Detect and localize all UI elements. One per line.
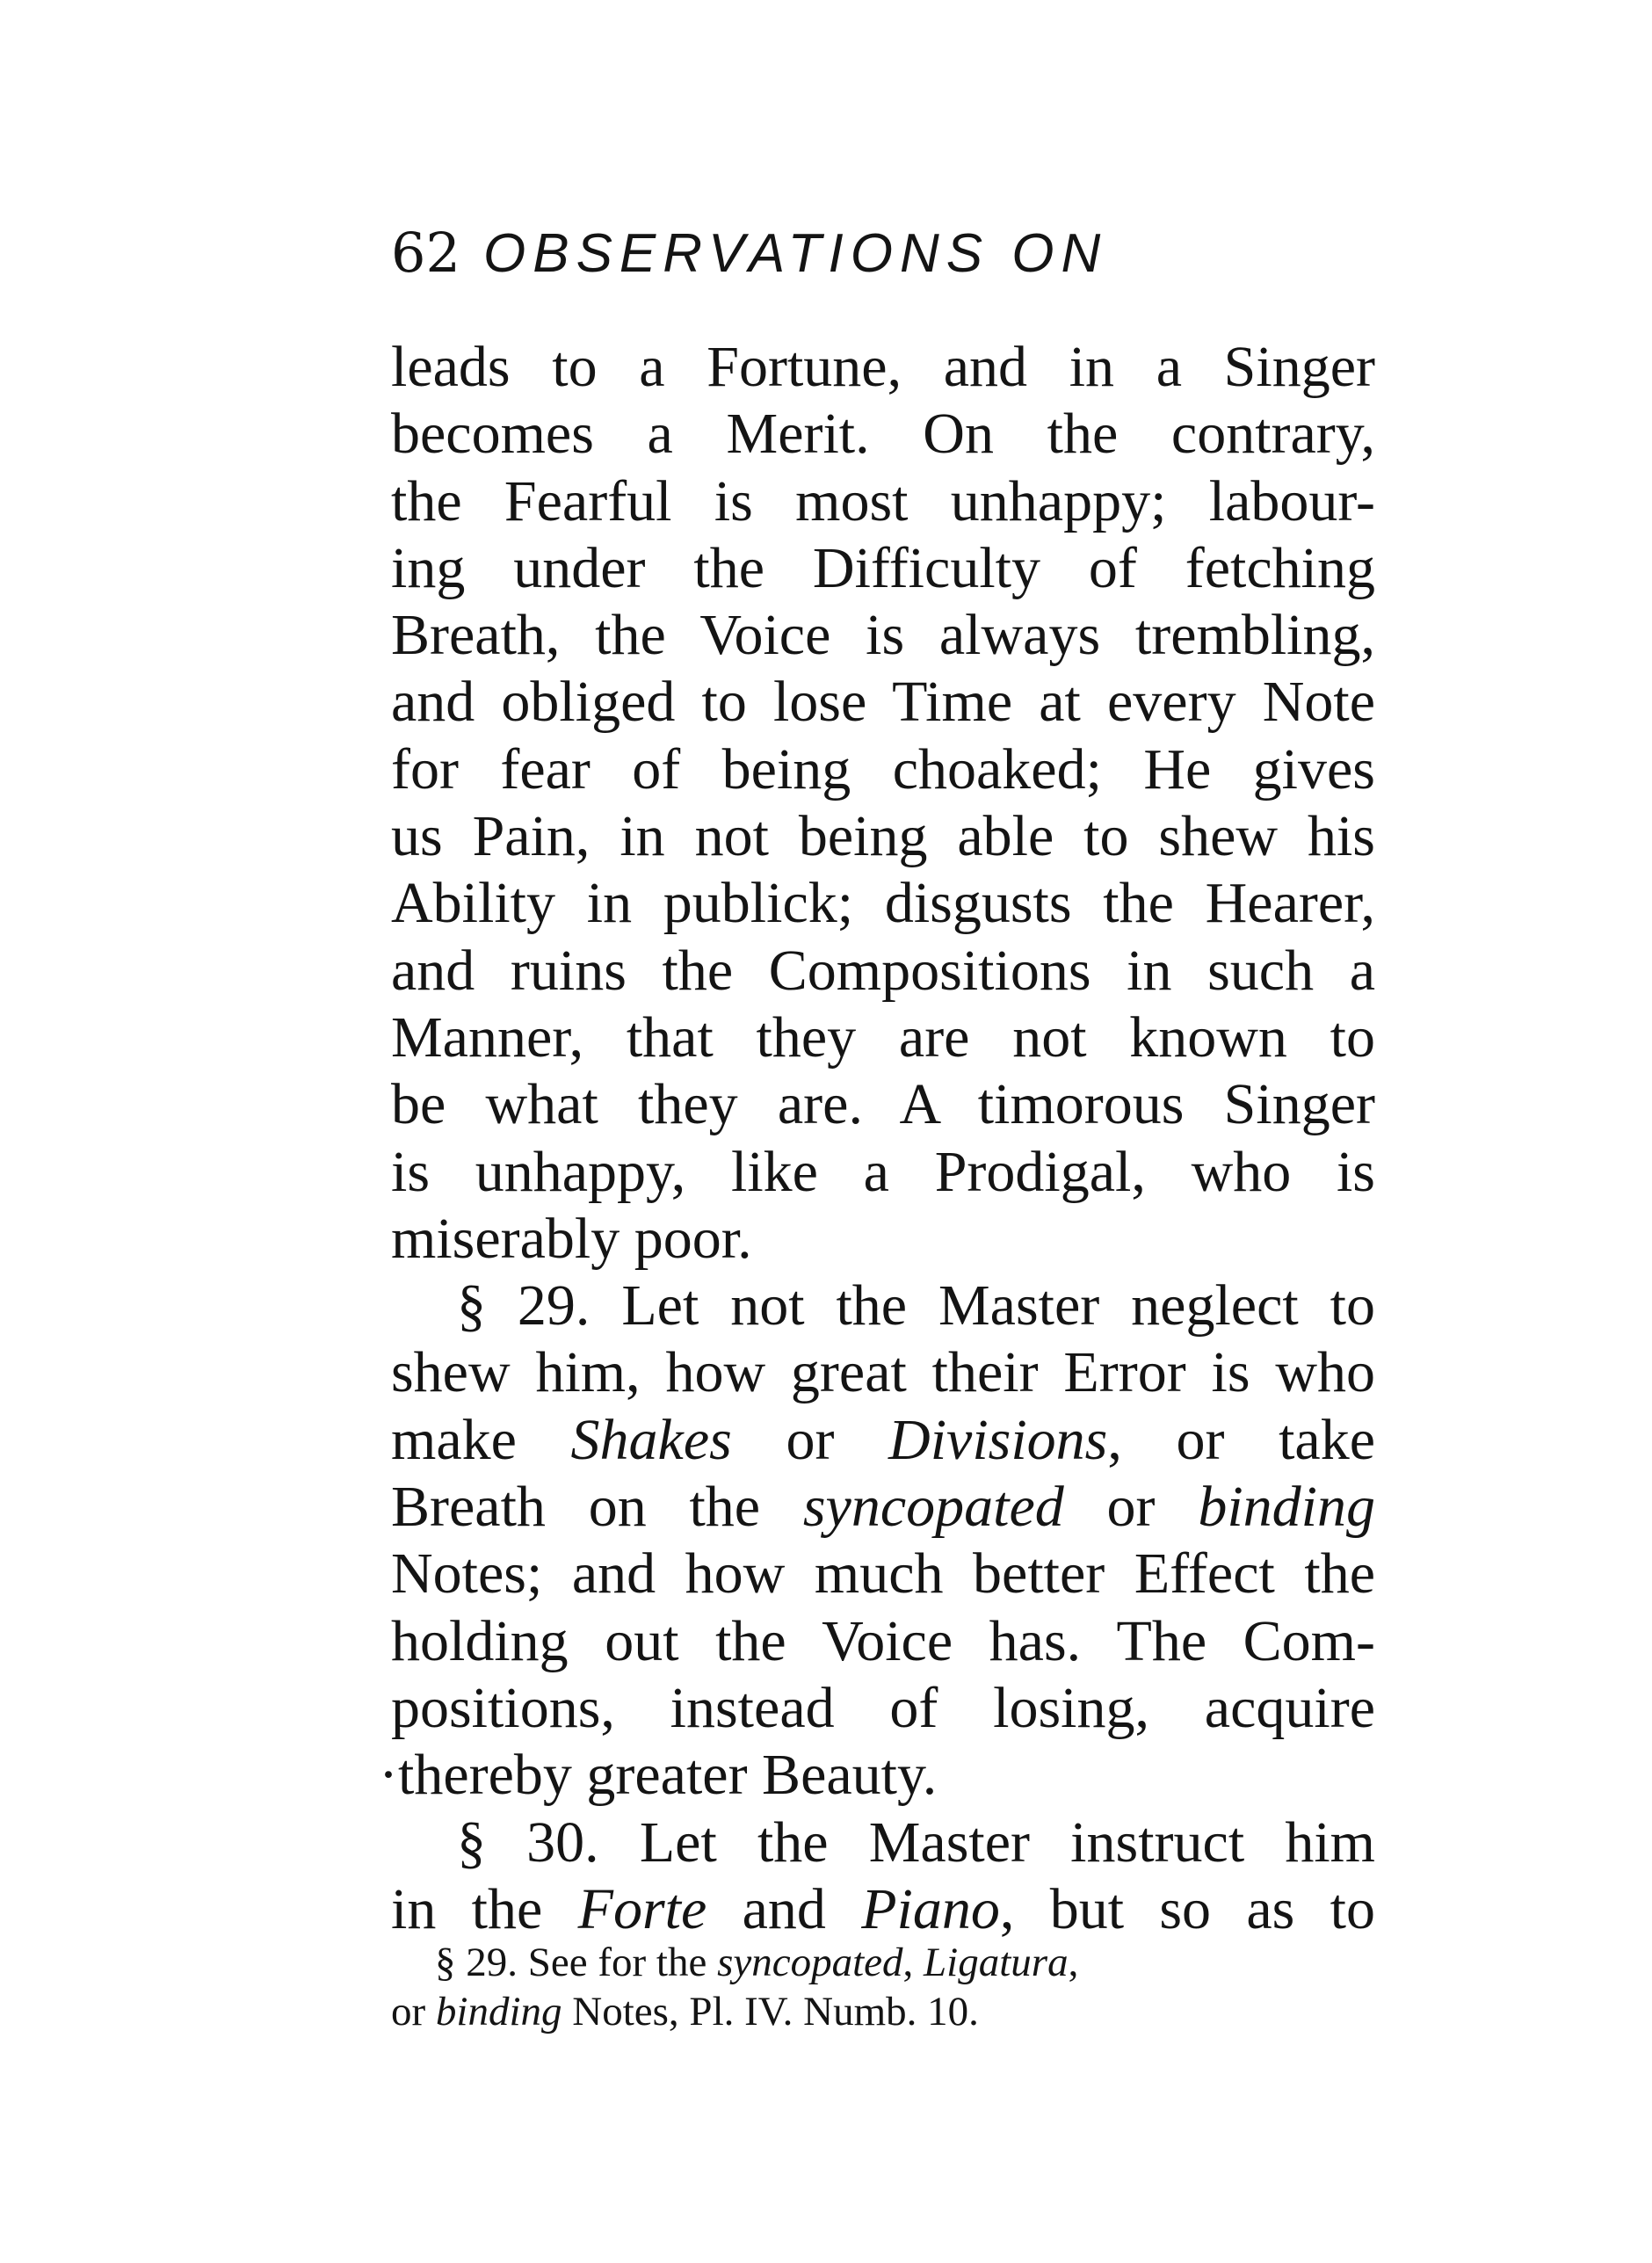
text-run: ,: [902, 1940, 924, 1985]
text-run: or: [731, 1407, 889, 1472]
text-run: or: [391, 1989, 436, 2035]
running-title: OBSERVATIONS ON: [483, 223, 1108, 284]
text-line: be what they are. A timorous Singer: [391, 1072, 1375, 1137]
text-line: us Pain, in not being able to shew his: [391, 804, 1375, 869]
footnote-line: [391, 1938, 1375, 1987]
text-run: ,: [1068, 1940, 1079, 1985]
text-line: and obliged to lose Time at every Note: [391, 670, 1375, 735]
text-run: in the: [391, 1876, 578, 1941]
italic-term-piano: Piano: [861, 1876, 1000, 1941]
text-line: Notes; and how much better Effect the: [391, 1541, 1375, 1607]
text-run: , but so as to: [999, 1876, 1376, 1941]
text-line: [391, 1876, 1375, 1943]
text-line: [391, 1407, 1375, 1474]
text-run: or: [1063, 1475, 1199, 1540]
text-run: Breath on the: [391, 1475, 803, 1540]
text-run: , or take: [1107, 1407, 1375, 1472]
paragraph-end-line: ·thereby greater Beauty.: [379, 1743, 938, 1808]
section-30-first-line: § 30. Let the Master instruct him: [457, 1810, 1375, 1875]
text-line: Ability in publick; disgusts the Hearer,: [391, 871, 1375, 936]
text-line: Manner, that they are not known to: [391, 1005, 1375, 1070]
running-head: [391, 218, 1375, 288]
italic-term-syncopated: syncopated: [802, 1475, 1064, 1540]
text-line: Breath, the Voice is always trembling,: [391, 603, 1375, 668]
text-line: [391, 1474, 1375, 1541]
text-line: is unhappy, like a Prodigal, who is: [391, 1139, 1375, 1204]
text-run: and: [706, 1876, 862, 1941]
text-line: leads to a Fortune, and in a Singer: [391, 335, 1375, 399]
text-line: shew him, how great their Error is who: [391, 1340, 1375, 1405]
italic-term-syncopated: syncopated: [717, 1940, 903, 1985]
section-29-first-line: § 29. Let not the Master neglect to: [457, 1273, 1375, 1338]
italic-term-shakes: Shakes: [570, 1407, 732, 1472]
text-line: holding out the Voice has. The Com-: [391, 1608, 1375, 1673]
italic-term-binding: binding: [1198, 1475, 1375, 1540]
text-line: ing under the Difficulty of fetching: [391, 535, 1375, 600]
text-line: positions, instead of losing, acquire: [391, 1675, 1375, 1740]
text-line: becomes a Merit. On the contrary,: [391, 402, 1375, 467]
footnote: [391, 1938, 1375, 2036]
italic-term-binding: binding: [435, 1989, 562, 2035]
text-run: § 29. See for the: [435, 1940, 718, 1985]
italic-term-ligatura: Ligatura: [924, 1940, 1069, 1985]
page-number: 62: [391, 221, 460, 285]
paragraph-end-line: miserably poor.: [391, 1206, 752, 1271]
italic-term-forte: Forte: [577, 1876, 707, 1941]
text-line: for fear of being choaked; He gives: [391, 736, 1375, 801]
footnote-line: [391, 1987, 1375, 2036]
italic-term-divisions: Divisions: [888, 1407, 1108, 1472]
text-line: and ruins the Compositions in such a: [391, 938, 1375, 1003]
body-text: [379, 334, 1376, 1943]
text-run: Notes, Pl. IV. Numb. 10.: [562, 1989, 979, 2035]
text-run: make: [391, 1407, 571, 1472]
text-line: the Fearful is most unhappy; labour-: [391, 468, 1375, 533]
